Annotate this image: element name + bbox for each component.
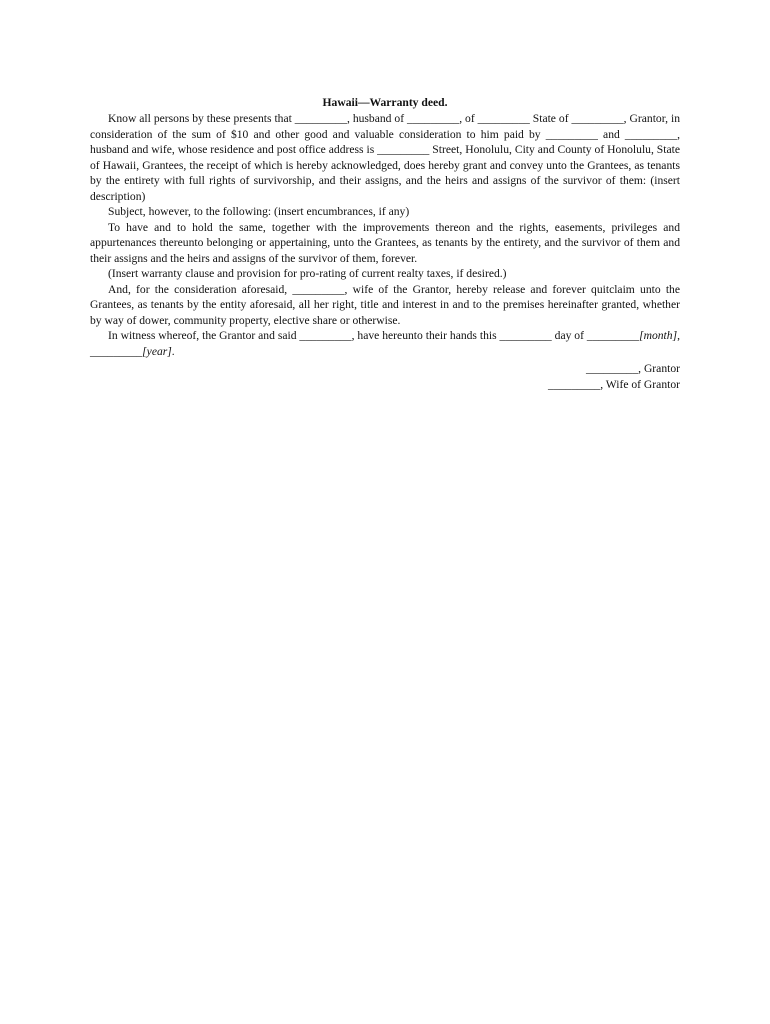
document-title: Hawaii—Warranty deed. [322, 96, 448, 109]
release-paragraph: And, for the consideration aforesaid, _________, wife of the Grantor, hereby release and forever quitclaim unto the Grantees, as tenants by the entity aforesaid, all her right, title and interest in and to the premises hereinafter granted, whether by way of dower, community property, elective share or otherwise. [90, 282, 680, 327]
habendum-paragraph: To have and to hold the same, together with the improvements thereon and the rights, easements, privileges and appurtenances thereunto belonging or appertaining, unto the Grantees, as tenants by the entirety, and the survivor of them and their assigns and the heirs and assigns of the survivor of them, forever. [90, 220, 680, 265]
deed-body [90, 95, 680, 392]
witness-end: . [171, 344, 175, 358]
month-placeholder: [month] [639, 329, 678, 342]
warranty-note-paragraph: (Insert warranty clause and provision for pro-rating of current realty taxes, if desired.) [108, 267, 507, 280]
wife-signature-line: _________, Wife of Grantor [548, 377, 680, 391]
subject-paragraph: Subject, however, to the following: (insert encumbrances, if any) [108, 205, 410, 218]
grant-paragraph: Know all persons by these presents that _________, husband of _________, of _________ State of _________, Grantor, in consideration of the sum of $10 and other good and valuable consideration to him paid by _________ and _________, husband and wife, whose residence and post office address is _________ Street, Honolulu, City and County of Honolulu, State of Hawaii, Grantees, the receipt of which is hereby acknowledged, does hereby grant and convey unto the Grantees, as tenants by the entirety with full rights of survivorship, and their assigns, and the heirs and assigns of the survivor of them: (insert description) [90, 112, 680, 203]
witness-separator: , _________ [90, 329, 680, 358]
grantor-signature-line: _________, Grantor [585, 362, 680, 375]
witness-paragraph [90, 328, 680, 359]
witness-text: In witness whereof, the Grantor and said _________, have hereunto their hands this _________ day of _________ [108, 329, 640, 342]
year-placeholder: [year] [142, 344, 172, 358]
